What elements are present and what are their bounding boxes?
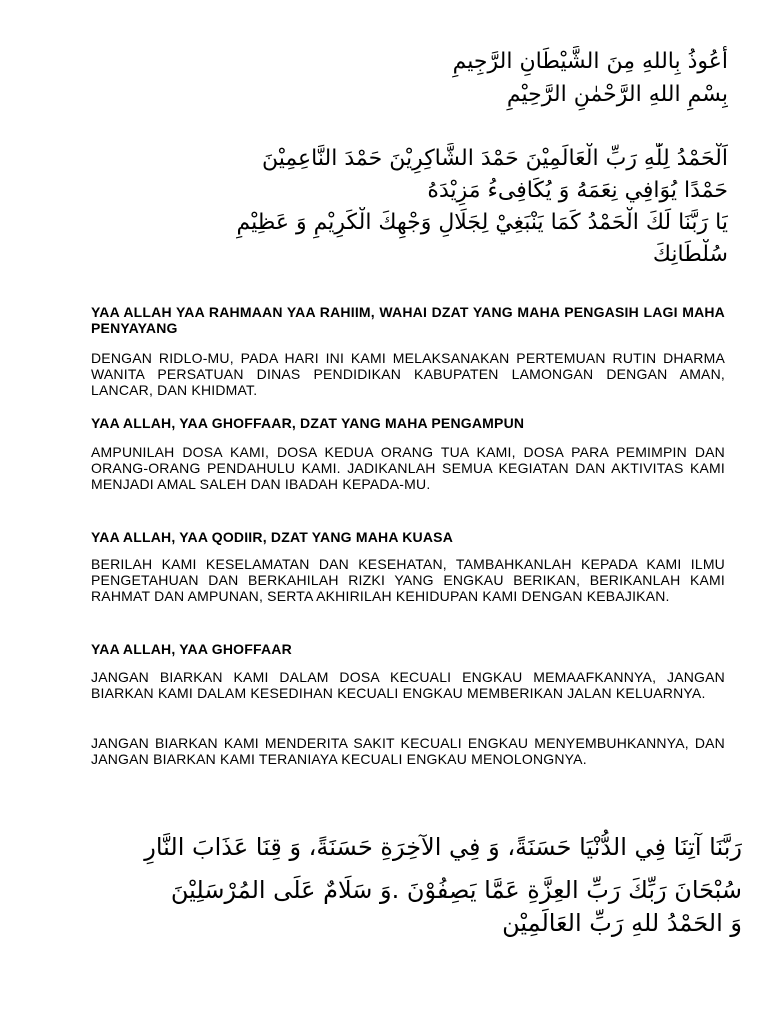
section-heading-ghoffaar: YAA ALLAH, YAA GHOFFAAR (91, 641, 292, 657)
arabic-closing-line-3: وَ الحَمْدُ للهِ رَبِّ العَالَمِيْن (502, 909, 742, 937)
section-heading-qodiir: YAA ALLAH, YAA QODIIR, DZAT YANG MAHA KUASA (91, 529, 454, 545)
arabic-opening-line-6: سُلْطَانِكَ (652, 242, 728, 267)
section-heading-ghoffaar-pengampun: YAA ALLAH, YAA GHOFFAAR, DZAT YANG MAHA PENGAMPUN (91, 415, 525, 431)
arabic-opening-line-1: أَعُوذُ بِاللهِ مِنَ الشَّيْطَانِ الرَّجِيمِ (452, 49, 728, 74)
arabic-opening-line-4: حَمْدًا يُوَافِي نِعَمَهُ وَ يُكَافِىءُ مَزِيْدَهُ (427, 178, 728, 203)
section-paragraph-ampunilah: AMPUNILAH DOSA KAMI, DOSA KEDUA ORANG TUA KAMI, DOSA PARA PEMIMPIN DAN ORANG-ORANG PENDAHULU KAMI. JADIKANLAH SEMUA KEGIATAN DAN AKTIVITAS KAMI MENJADI AMAL SALEH DAN IBADAH KEPADA-MU. (91, 444, 725, 492)
section-heading-rahmaan: YAA ALLAH YAA RAHMAAN YAA RAHIIM, WAHAI DZAT YANG MAHA PENGASIH LAGI MAHA PENYAYANG (91, 304, 725, 336)
arabic-closing-line-2: سُبْحَانَ رَبِّكَ رَبِّ العِزَّةِ عَمَّا يَصِفُوْنَ .وَ سَلَامٌ عَلَى المُرْسَلِيْنَ (170, 876, 742, 904)
section-paragraph-berilah: BERILAH KAMI KESELAMATAN DAN KESEHATAN, TAMBAHKANLAH KEPADA KAMI ILMU PENGETAHUAN DAN BERKAHILAH RIZKI YANG ENGKAU BERIKAN, BERIKANLAH KAMI RAHMAT DAN AMPUNAN, SERTA AKHIRILAH KEHIDUPAN KAMI DENGAN KEBAJIKAN. (91, 556, 725, 604)
arabic-closing-line-1: رَبَّنَا آتِنَا فِي الدُّنْيَا حَسَنَةً، وَ فِي الآخِرَةِ حَسَنَةً، وَ قِنَا عَذَابَ النَّارِ (144, 833, 742, 861)
arabic-opening-line-2: بِسْمِ اللهِ الرَّحْمٰنِ الرَّحِيْمِ (506, 82, 728, 107)
section-paragraph-jangan-dosa: JANGAN BIARKAN KAMI DALAM DOSA KECUALI ENGKAU MEMAAFKANNYA, JANGAN BIARKAN KAMI DALAM KESEDIHAN KECUALI ENGKAU MEMBERIKAN JALAN KELUARNYA. (91, 669, 725, 701)
arabic-opening-line-3: اَلْحَمْدُ لِلّٰهِ رَبِّ الْعَالَمِيْنَ حَمْدَ الشَّاكِرِيْنَ حَمْدَ النَّاعِمِيْنَ (261, 146, 728, 171)
section-paragraph-jangan-sakit: JANGAN BIARKAN KAMI MENDERITA SAKIT KECUALI ENGKAU MENYEMBUHKANNYA, DAN JANGAN BIARKAN KAMI TERANIAYA KECUALI ENGKAU MENOLONGNYA. (91, 735, 725, 767)
arabic-opening-line-5: يَا رَبَّنَا لَكَ الْحَمْدُ كَمَا يَنْبَغِيْ لِجَلَالِ وَجْهِكَ الْكَرِيْمِ وَ عَظِيْمِ (236, 210, 728, 235)
section-paragraph-ridlo: DENGAN RIDLO-MU, PADA HARI INI KAMI MELAKSANAKAN PERTEMUAN RUTIN DHARMA WANITA PERSATUAN DINAS PENDIDIKAN KABUPATEN LAMONGAN DENGAN AMAN, LANCAR, DAN KHIDMAT. (91, 350, 725, 398)
